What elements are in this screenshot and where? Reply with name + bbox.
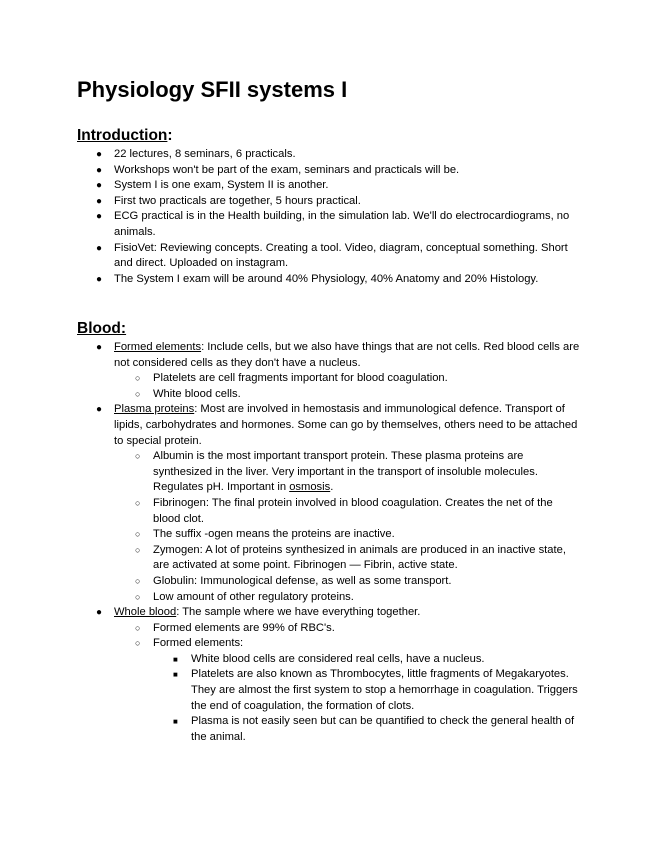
list-item xyxy=(77,147,582,163)
list-item-formed-elements xyxy=(77,340,582,371)
list-item-whole-blood xyxy=(77,605,582,621)
sub-sub-list-item xyxy=(77,714,582,745)
list-item-text: Fibrinogen: The final protein involved in blood coagulation. Creates the net of the blood clot. xyxy=(153,496,553,525)
list-item xyxy=(77,209,582,240)
circle-bullet-icon: ○ xyxy=(135,622,141,633)
bullet-icon: ● xyxy=(96,195,103,207)
bullet-icon: ● xyxy=(96,273,103,285)
list-item-text: White blood cells are considered real cells, have a nucleus. xyxy=(191,652,485,665)
list-item-plasma-proteins xyxy=(77,402,582,449)
circle-bullet-icon: ○ xyxy=(135,575,141,586)
list-item-text: Workshops won't be part of the exam, seminars and practicals will be. xyxy=(114,163,460,176)
list-item xyxy=(77,163,582,179)
sub-list-item xyxy=(77,527,582,543)
square-bullet-icon: ■ xyxy=(173,717,178,727)
bullet-icon: ● xyxy=(96,149,103,160)
bullet-icon: ● xyxy=(96,342,103,353)
bullet-icon: ● xyxy=(96,211,103,223)
list-item-text: First two practicals are together, 5 hours practical. xyxy=(114,194,361,207)
circle-bullet-icon: ○ xyxy=(135,638,141,649)
list-item-text: The suffix -ogen means the proteins are inactive. xyxy=(153,528,395,541)
circle-bullet-icon: ○ xyxy=(135,529,141,540)
page-title: Physiology SFII systems I xyxy=(77,77,348,102)
list-item-text: . xyxy=(330,481,334,494)
sub-list-item xyxy=(77,543,582,574)
list-item-text: : The sample where we have everything together. xyxy=(176,606,421,619)
list-item xyxy=(77,178,582,194)
list-item xyxy=(77,194,582,210)
sub-list-item xyxy=(77,496,582,527)
sub-sub-list-item xyxy=(77,652,582,668)
sub-list-item xyxy=(77,590,582,606)
bullet-icon: ● xyxy=(96,180,103,192)
osmosis-link[interactable]: osmosis xyxy=(289,481,331,494)
bullet-icon: ● xyxy=(96,242,103,254)
sub-list-item xyxy=(77,621,582,637)
introduction-heading-colon: : xyxy=(167,127,173,144)
list-item-text: Zymogen: A lot of proteins synthesized in animals are produced in an inactive state, are activated at some point. Fibrinogen — Fibrin, active state. xyxy=(153,543,566,572)
list-item-text: Plasma is not easily seen but can be quantified to check the general health of the animal. xyxy=(191,715,575,743)
bullet-icon: ● xyxy=(96,164,103,176)
circle-bullet-icon: ○ xyxy=(135,388,141,399)
term-plasma-proteins: Plasma proteins xyxy=(114,403,195,416)
list-item-text: Albumin is the most important transport protein. These plasma proteins are synthesized in the liver. Very important in the transport of insoluble molecules. Regulates pH. Important in xyxy=(153,450,538,494)
list-item-text: Low amount of other regulatory proteins. xyxy=(153,590,354,603)
list-item-text: Platelets are also known as Thrombocytes, little fragments of Megakaryotes. They are almost the first system to stop a hemorrhage in coagulation. Triggers the end of coagulation, the formation of clots. xyxy=(191,668,578,712)
list-item-text: : Most are involved in hemostasis and immunological defence. Transport of lipids, carbohydrates and hormones. Some can go by themselves, others need to be attached to special protein. xyxy=(114,403,578,447)
circle-bullet-icon: ○ xyxy=(135,451,141,462)
list-item-text: Platelets are cell fragments important for blood coagulation. xyxy=(153,372,448,385)
list-item-text: 22 lectures, 8 seminars, 6 practicals. xyxy=(114,148,296,160)
blood-list xyxy=(77,340,582,745)
introduction-list xyxy=(77,147,582,287)
list-item-text: The System I exam will be around 40% Physiology, 40% Anatomy and 20% Histology. xyxy=(114,272,539,285)
list-item-text: System I is one exam, System II is another. xyxy=(114,179,329,192)
list-item-text: : Include cells, but we also have things that are not cells. Red blood cells are not considered cells as they don't have a nucleus. xyxy=(114,341,580,369)
list-item-text: Formed elements are 99% of RBC's. xyxy=(153,621,335,634)
bullet-icon: ● xyxy=(96,607,103,619)
sub-list-item xyxy=(77,387,582,403)
sub-list-item xyxy=(77,636,582,652)
term-whole-blood: Whole blood xyxy=(114,606,177,619)
list-item xyxy=(77,241,582,272)
circle-bullet-icon: ○ xyxy=(135,373,141,384)
blood-heading-text: Blood: xyxy=(77,320,127,337)
sub-list-item xyxy=(77,574,582,590)
introduction-heading xyxy=(77,127,173,145)
list-item-text: ECG practical is in the Health building, in the simulation lab. We'll do electrocardiograms, no animals. xyxy=(114,210,570,238)
sub-list-item xyxy=(77,371,582,387)
circle-bullet-icon: ○ xyxy=(135,497,141,508)
term-formed-elements: Formed elements xyxy=(114,341,202,353)
sub-sub-list-item xyxy=(77,667,582,714)
square-bullet-icon: ■ xyxy=(173,654,178,664)
blood-heading xyxy=(77,320,126,338)
introduction-heading-text: Introduction xyxy=(77,127,168,144)
list-item-text: Formed elements: xyxy=(153,637,244,650)
list-item-text: White blood cells. xyxy=(153,387,241,400)
list-item-text: FisioVet: Reviewing concepts. Creating a tool. Video, diagram, conceptual something. Short and direct. Uploaded on instagram. xyxy=(114,241,568,270)
circle-bullet-icon: ○ xyxy=(135,544,141,555)
circle-bullet-icon: ○ xyxy=(135,591,141,602)
sub-list-item xyxy=(77,449,582,496)
list-item-text: Globulin: Immunological defense, as well as some transport. xyxy=(153,574,452,587)
square-bullet-icon: ■ xyxy=(173,670,178,680)
bullet-icon: ● xyxy=(96,404,103,416)
list-item xyxy=(77,272,582,288)
